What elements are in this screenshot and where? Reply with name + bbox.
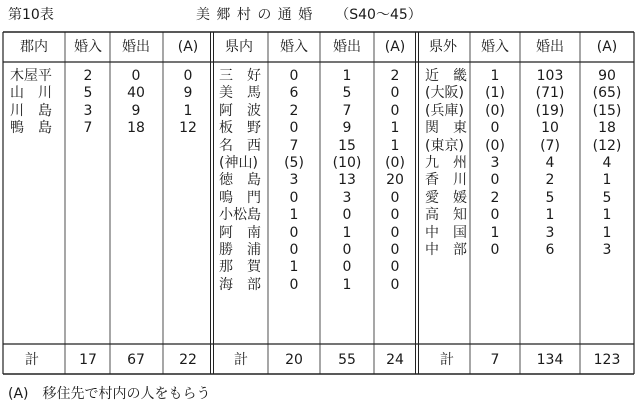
row-label: (神山) bbox=[219, 155, 258, 171]
value-in: 7 bbox=[289, 137, 299, 154]
title-period: （S40〜45） bbox=[335, 7, 422, 23]
value-a: 90 bbox=[598, 68, 616, 84]
row-label: 鳴 門 bbox=[219, 189, 261, 206]
value-out: 1 bbox=[342, 68, 352, 84]
total-in: 17 bbox=[79, 352, 97, 368]
row-label: 木屋平 bbox=[10, 68, 52, 84]
total-a: 24 bbox=[386, 352, 404, 368]
value-a: 9 bbox=[183, 85, 193, 102]
value-out: 18 bbox=[127, 120, 145, 137]
value-out: 5 bbox=[545, 189, 555, 206]
row-label: (大阪) bbox=[425, 85, 464, 102]
value-in: 1 bbox=[289, 207, 299, 224]
value-a: 1 bbox=[183, 102, 193, 119]
row-label: 勝 浦 bbox=[219, 242, 261, 258]
row-label: 阿 波 bbox=[219, 102, 261, 119]
value-out: 9 bbox=[131, 102, 141, 119]
value-a: 1 bbox=[390, 120, 400, 137]
row-label: 徳 島 bbox=[219, 172, 261, 189]
value-in: (1) bbox=[485, 85, 505, 102]
value-a: (0) bbox=[385, 155, 405, 171]
value-a: 0 bbox=[390, 207, 400, 224]
header-cell: (A) bbox=[384, 39, 406, 55]
total-a: 22 bbox=[179, 352, 197, 368]
value-a: 2 bbox=[390, 68, 400, 84]
header-cell: 婚出 bbox=[122, 39, 150, 55]
value-a: 3 bbox=[602, 242, 612, 258]
value-out: 6 bbox=[545, 242, 555, 258]
row-label: (東京) bbox=[425, 137, 464, 154]
header-cell: 婚入 bbox=[481, 39, 509, 55]
total-in: 7 bbox=[490, 352, 500, 368]
header-cell: 県外 bbox=[429, 39, 457, 55]
value-a: 1 bbox=[390, 137, 400, 154]
value-out: 5 bbox=[342, 85, 352, 102]
value-in: 1 bbox=[289, 259, 299, 276]
value-a: 0 bbox=[390, 102, 400, 119]
value-a: 0 bbox=[390, 224, 400, 241]
row-label: 名 西 bbox=[219, 137, 261, 154]
row-label: 中 国 bbox=[425, 224, 467, 241]
row-label: 美 馬 bbox=[219, 85, 261, 102]
value-out: 3 bbox=[545, 224, 555, 241]
value-in: 0 bbox=[289, 120, 299, 137]
value-out: 2 bbox=[545, 172, 555, 189]
value-out: 13 bbox=[338, 172, 356, 189]
value-in: (5) bbox=[284, 155, 304, 171]
row-label: 川 島 bbox=[10, 102, 52, 119]
value-out: 0 bbox=[342, 207, 352, 224]
total-out: 55 bbox=[338, 352, 356, 368]
header-cell: 郡内 bbox=[20, 39, 48, 55]
value-in: 2 bbox=[83, 68, 93, 84]
value-a: (12) bbox=[592, 137, 622, 154]
value-in: 1 bbox=[490, 68, 500, 84]
value-a: 1 bbox=[602, 207, 612, 224]
row-label: 中 部 bbox=[425, 242, 467, 258]
value-a: 0 bbox=[390, 189, 400, 206]
value-out: (71) bbox=[535, 85, 565, 102]
header-cell: 県内 bbox=[225, 39, 253, 55]
value-out: 0 bbox=[342, 259, 352, 276]
value-a: 0 bbox=[390, 276, 400, 293]
value-a: (15) bbox=[592, 102, 622, 119]
value-in: 7 bbox=[83, 120, 93, 137]
row-label: 愛 媛 bbox=[425, 189, 467, 206]
row-label: 鴨 島 bbox=[10, 120, 52, 137]
row-label: 三 好 bbox=[219, 68, 261, 84]
value-a: (65) bbox=[592, 85, 622, 102]
value-in: 0 bbox=[289, 68, 299, 84]
total-out: 134 bbox=[536, 352, 564, 368]
value-in: 3 bbox=[83, 102, 93, 119]
value-a: 4 bbox=[602, 155, 612, 171]
row-label: 阿 南 bbox=[219, 224, 261, 241]
row-label: 近 畿 bbox=[425, 68, 467, 84]
value-in: 2 bbox=[490, 189, 500, 206]
value-in: 0 bbox=[289, 189, 299, 206]
header-cell: 婚入 bbox=[280, 39, 308, 55]
footnote: (A) 移住先で村内の人をもらう bbox=[8, 386, 211, 402]
value-a: 0 bbox=[390, 242, 400, 258]
value-out: 40 bbox=[127, 85, 145, 102]
total-out: 67 bbox=[127, 352, 145, 368]
value-a: 0 bbox=[390, 259, 400, 276]
value-out: (19) bbox=[535, 102, 565, 119]
header-cell: (A) bbox=[596, 39, 618, 55]
value-out: 1 bbox=[545, 207, 555, 224]
value-in: 0 bbox=[289, 242, 299, 258]
row-label: 高 知 bbox=[425, 207, 467, 224]
value-in: 0 bbox=[490, 172, 500, 189]
total-label: 計 bbox=[25, 352, 39, 368]
value-a: 20 bbox=[386, 172, 404, 189]
total-in: 20 bbox=[285, 352, 303, 368]
value-out: 0 bbox=[131, 68, 141, 84]
row-label: 九 州 bbox=[425, 155, 467, 171]
value-out: 1 bbox=[342, 224, 352, 241]
value-out: (7) bbox=[540, 137, 560, 154]
table-number: 第10表 bbox=[8, 7, 54, 23]
value-a: 18 bbox=[598, 120, 616, 137]
header-cell: 婚入 bbox=[74, 39, 102, 55]
value-out: 9 bbox=[342, 120, 352, 137]
row-label: 香 川 bbox=[425, 172, 467, 189]
value-a: 0 bbox=[183, 68, 193, 84]
value-in: 0 bbox=[289, 224, 299, 241]
value-out: 3 bbox=[342, 189, 352, 206]
title-text: 美 郷 村 の 通 婚 bbox=[196, 7, 314, 23]
value-in: (0) bbox=[485, 137, 505, 154]
value-in: 3 bbox=[490, 155, 500, 171]
row-label: 山 川 bbox=[10, 85, 52, 102]
row-label: (兵庫) bbox=[425, 102, 464, 119]
value-in: 0 bbox=[289, 276, 299, 293]
value-out: 7 bbox=[342, 102, 352, 119]
total-label: 計 bbox=[440, 352, 454, 368]
row-label: 関 東 bbox=[425, 120, 467, 137]
value-out: 4 bbox=[545, 155, 555, 171]
value-out: (10) bbox=[332, 155, 362, 171]
value-in: 2 bbox=[289, 102, 299, 119]
header-cell: 婚出 bbox=[536, 39, 564, 55]
value-in: (0) bbox=[485, 102, 505, 119]
value-a: 1 bbox=[602, 172, 612, 189]
value-a: 5 bbox=[602, 189, 612, 206]
value-in: 0 bbox=[490, 120, 500, 137]
value-in: 5 bbox=[83, 85, 93, 102]
value-in: 1 bbox=[490, 224, 500, 241]
row-label: 板 野 bbox=[219, 120, 261, 137]
value-out: 15 bbox=[338, 137, 356, 154]
value-out: 1 bbox=[342, 276, 352, 293]
value-in: 3 bbox=[289, 172, 299, 189]
value-a: 12 bbox=[179, 120, 197, 137]
row-label: 海 部 bbox=[219, 276, 261, 293]
row-label: 那 賀 bbox=[219, 259, 261, 276]
header-cell: (A) bbox=[177, 39, 199, 55]
value-a: 0 bbox=[390, 85, 400, 102]
total-a: 123 bbox=[593, 352, 621, 368]
row-label: 小松島 bbox=[219, 207, 261, 224]
value-in: 6 bbox=[289, 85, 299, 102]
header-cell: 婚出 bbox=[333, 39, 361, 55]
total-label: 計 bbox=[234, 352, 248, 368]
table-title bbox=[196, 4, 422, 24]
value-a: 1 bbox=[602, 224, 612, 241]
value-out: 103 bbox=[536, 68, 564, 84]
value-in: 0 bbox=[490, 242, 500, 258]
value-in: 0 bbox=[490, 207, 500, 224]
value-out: 10 bbox=[541, 120, 559, 137]
value-out: 0 bbox=[342, 242, 352, 258]
